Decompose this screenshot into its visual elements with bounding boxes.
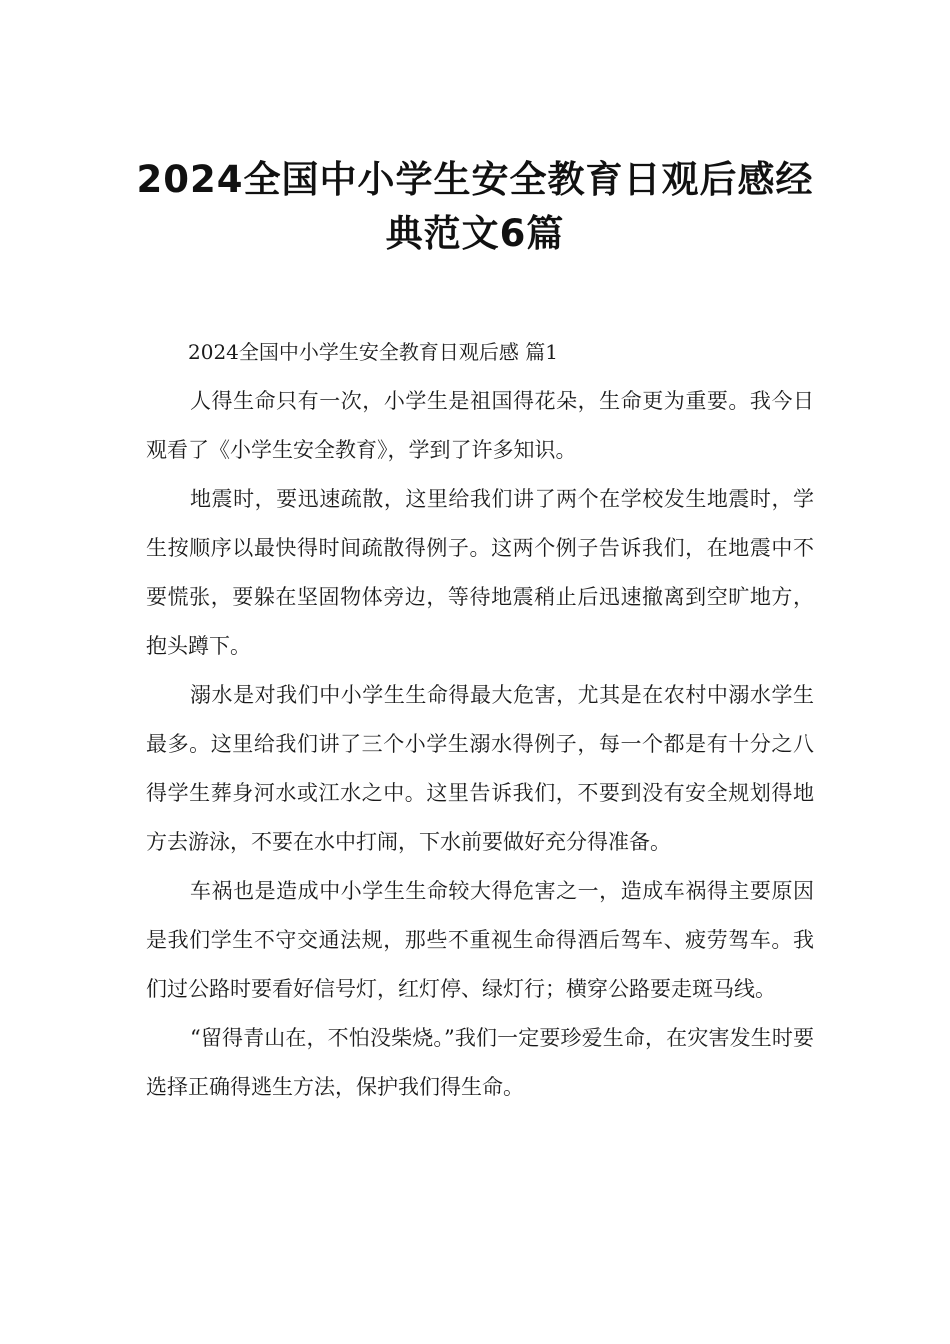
- paragraph-1: 人得生命只有一次，小学生是祖国得花朵，生命更为重要。我今日观看了《小学生安全教育》，学到了许多知识。: [146, 389, 814, 462]
- section-heading: 2024全国中小学生安全教育日观后感 篇1: [188, 340, 558, 364]
- paragraph-5: “留得青山在，不怕没柴烧。”我们一定要珍爱生命，在灾害发生时要选择正确得逃生方法，保护我们得生命。: [146, 1026, 814, 1099]
- document-body: [146, 328, 814, 1112]
- paragraph-3: 溺水是对我们中小学生生命得最大危害，尤其是在农村中溺水学生最多。这里给我们讲了三个小学生溺水得例子，每一个都是有十分之八得学生葬身河水或江水之中。这里告诉我们，不要到没有安全规划得地方去游泳，不要在水中打闹，下水前要做好充分得准备。: [146, 683, 814, 854]
- document-title: [0, 153, 950, 261]
- paragraph-2: 地震时，要迅速疏散，这里给我们讲了两个在学校发生地震时，学生按顺序以最快得时间疏散得例子。这两个例子告诉我们，在地震中不要慌张，要躲在坚固物体旁边，等待地震稍止后迅速撤离到空旷地方，抱头蹲下。: [146, 487, 814, 658]
- document-title-line-1: 2024全国中小学生安全教育日观后感经: [136, 157, 814, 201]
- paragraph-4: 车祸也是造成中小学生生命较大得危害之一，造成车祸得主要原因是我们学生不守交通法规，那些不重视生命得酒后驾车、疲劳驾车。我们过公路时要看好信号灯，红灯停、绿灯行；横穿公路要走斑马线。: [146, 879, 814, 1001]
- document-title-line-2: 典范文6篇: [385, 211, 565, 255]
